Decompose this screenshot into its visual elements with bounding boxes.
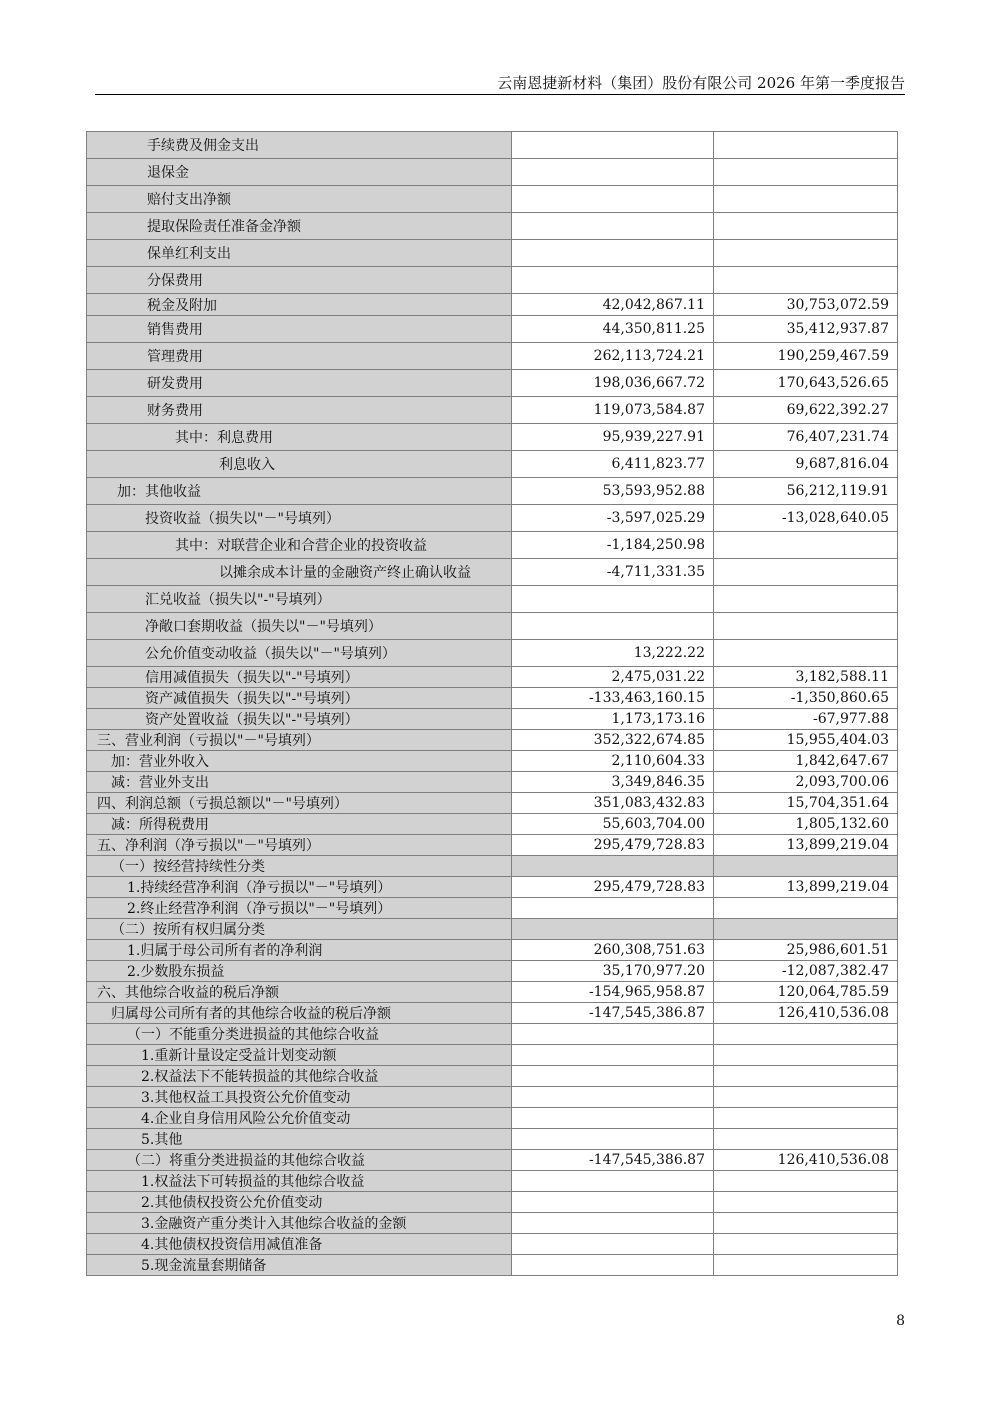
row-label: （一）按经营持续性分类: [87, 856, 512, 877]
table-row: [87, 919, 898, 940]
previous-period-value: 13,899,219.04: [714, 835, 898, 856]
row-label: 加：营业外收入: [87, 751, 512, 772]
previous-period-value: [714, 1066, 898, 1087]
table-row: [87, 793, 898, 814]
row-label: 五、净利润（净亏损以"－"号填列）: [87, 835, 512, 856]
table-row: [87, 982, 898, 1003]
row-label: 投资收益（损失以"－"号填列）: [87, 505, 512, 532]
row-label: 减：所得税费用: [87, 814, 512, 835]
previous-period-value: [714, 613, 898, 640]
previous-period-value: 30,753,072.59: [714, 294, 898, 316]
table-row: [87, 1213, 898, 1234]
row-label: 1.重新计量设定受益计划变动额: [87, 1045, 512, 1066]
row-label: 税金及附加: [87, 294, 512, 316]
row-label: 手续费及佣金支出: [87, 132, 512, 159]
current-period-value: [512, 132, 714, 159]
row-label: 1.持续经营净利润（净亏损以"－"号填列）: [87, 877, 512, 898]
current-period-value: 44,350,811.25: [512, 316, 714, 343]
current-period-value: 95,939,227.91: [512, 424, 714, 451]
current-period-value: [512, 1234, 714, 1255]
current-period-value: [512, 586, 714, 613]
current-period-value: [512, 1087, 714, 1108]
previous-period-value: -12,087,382.47: [714, 961, 898, 982]
previous-period-value: [714, 919, 898, 940]
previous-period-value: [714, 1129, 898, 1150]
previous-period-value: 1,842,647.67: [714, 751, 898, 772]
previous-period-value: 35,412,937.87: [714, 316, 898, 343]
table-row: [87, 667, 898, 688]
previous-period-value: -67,977.88: [714, 709, 898, 730]
row-label: 3.其他权益工具投资公允价值变动: [87, 1087, 512, 1108]
previous-period-value: 2,093,700.06: [714, 772, 898, 793]
previous-period-value: 126,410,536.08: [714, 1003, 898, 1024]
row-label: 净敞口套期收益（损失以"－"号填列）: [87, 613, 512, 640]
previous-period-value: [714, 1108, 898, 1129]
current-period-value: 2,475,031.22: [512, 667, 714, 688]
current-period-value: 2,110,604.33: [512, 751, 714, 772]
current-period-value: 119,073,584.87: [512, 397, 714, 424]
previous-period-value: 56,212,119.91: [714, 478, 898, 505]
previous-period-value: 69,622,392.27: [714, 397, 898, 424]
table-row: [87, 1171, 898, 1192]
table-row: [87, 1150, 898, 1171]
table-row: [87, 1129, 898, 1150]
previous-period-value: [714, 213, 898, 240]
previous-period-value: 1,805,132.60: [714, 814, 898, 835]
table-row: [87, 613, 898, 640]
row-label: （二）按所有权归属分类: [87, 919, 512, 940]
table-row: [87, 240, 898, 267]
table-row: [87, 532, 898, 559]
table-row: [87, 835, 898, 856]
row-label: 加：其他收益: [87, 478, 512, 505]
previous-period-value: [714, 1087, 898, 1108]
previous-period-value: [714, 532, 898, 559]
table-row: [87, 1066, 898, 1087]
table-row: [87, 940, 898, 961]
table-row: [87, 370, 898, 397]
current-period-value: [512, 267, 714, 294]
row-label: 5.现金流量套期储备: [87, 1255, 512, 1276]
row-label: 汇兑收益（损失以"-"号填列）: [87, 586, 512, 613]
report-title: 云南恩捷新材料（集团）股份有限公司 2026 年第一季度报告: [497, 74, 905, 92]
table-row: [87, 730, 898, 751]
table-row: [87, 397, 898, 424]
previous-period-value: 15,955,404.03: [714, 730, 898, 751]
current-period-value: 295,479,728.83: [512, 835, 714, 856]
current-period-value: [512, 898, 714, 919]
table-row: [87, 451, 898, 478]
row-label: 2.少数股东损益: [87, 961, 512, 982]
current-period-value: 13,222.22: [512, 640, 714, 667]
table-row: [87, 478, 898, 505]
previous-period-value: [714, 898, 898, 919]
row-label: 资产减值损失（损失以"-"号填列）: [87, 688, 512, 709]
table-row: [87, 1108, 898, 1129]
row-label: 保单红利支出: [87, 240, 512, 267]
current-period-value: [512, 919, 714, 940]
current-period-value: -3,597,025.29: [512, 505, 714, 532]
row-label: 5.其他: [87, 1129, 512, 1150]
current-period-value: [512, 240, 714, 267]
page-number: 8: [896, 1313, 905, 1329]
table-row: [87, 1024, 898, 1045]
previous-period-value: 25,986,601.51: [714, 940, 898, 961]
previous-period-value: [714, 159, 898, 186]
current-period-value: 6,411,823.77: [512, 451, 714, 478]
previous-period-value: 13,899,219.04: [714, 877, 898, 898]
previous-period-value: 3,182,588.11: [714, 667, 898, 688]
current-period-value: -4,711,331.35: [512, 559, 714, 586]
table-row: [87, 316, 898, 343]
current-period-value: -1,184,250.98: [512, 532, 714, 559]
page-header: [95, 66, 905, 95]
previous-period-value: 190,259,467.59: [714, 343, 898, 370]
table-row: [87, 640, 898, 667]
previous-period-value: [714, 1234, 898, 1255]
previous-period-value: [714, 1213, 898, 1234]
current-period-value: [512, 1024, 714, 1045]
table-row: [87, 213, 898, 240]
row-label: 其中：对联营企业和合营企业的投资收益: [87, 532, 512, 559]
table-row: [87, 424, 898, 451]
table-row: [87, 559, 898, 586]
table-row: [87, 877, 898, 898]
table-row: [87, 186, 898, 213]
current-period-value: 295,479,728.83: [512, 877, 714, 898]
row-label: 销售费用: [87, 316, 512, 343]
table-row: [87, 1234, 898, 1255]
previous-period-value: [714, 186, 898, 213]
previous-period-value: 9,687,816.04: [714, 451, 898, 478]
previous-period-value: [714, 132, 898, 159]
row-label: 2.权益法下不能转损益的其他综合收益: [87, 1066, 512, 1087]
row-label: 利息收入: [87, 451, 512, 478]
row-label: 资产处置收益（损失以"-"号填列）: [87, 709, 512, 730]
current-period-value: [512, 856, 714, 877]
row-label: 归属母公司所有者的其他综合收益的税后净额: [87, 1003, 512, 1024]
previous-period-value: [714, 240, 898, 267]
table-row: [87, 898, 898, 919]
income-statement-table: [86, 131, 898, 1276]
table-row: [87, 343, 898, 370]
current-period-value: 1,173,173.16: [512, 709, 714, 730]
current-period-value: [512, 1192, 714, 1213]
previous-period-value: [714, 267, 898, 294]
current-period-value: -147,545,386.87: [512, 1003, 714, 1024]
row-label: 减：营业外支出: [87, 772, 512, 793]
row-label: 3.金融资产重分类计入其他综合收益的金额: [87, 1213, 512, 1234]
row-label: 信用减值损失（损失以"-"号填列）: [87, 667, 512, 688]
current-period-value: 55,603,704.00: [512, 814, 714, 835]
current-period-value: 352,322,674.85: [512, 730, 714, 751]
row-label: 财务费用: [87, 397, 512, 424]
table-row: [87, 751, 898, 772]
table-row: [87, 1087, 898, 1108]
row-label: 公允价值变动收益（损失以"－"号填列）: [87, 640, 512, 667]
previous-period-value: [714, 1024, 898, 1045]
table-row: [87, 856, 898, 877]
row-label: 2.终止经营净利润（净亏损以"－"号填列）: [87, 898, 512, 919]
previous-period-value: 170,643,526.65: [714, 370, 898, 397]
previous-period-value: -13,028,640.05: [714, 505, 898, 532]
row-label: 四、利润总额（亏损总额以"－"号填列）: [87, 793, 512, 814]
table-row: [87, 1192, 898, 1213]
row-label: 提取保险责任准备金净额: [87, 213, 512, 240]
table-row: [87, 586, 898, 613]
previous-period-value: [714, 1045, 898, 1066]
current-period-value: 35,170,977.20: [512, 961, 714, 982]
current-period-value: 262,113,724.21: [512, 343, 714, 370]
row-label: 其中：利息费用: [87, 424, 512, 451]
previous-period-value: [714, 1192, 898, 1213]
row-label: （二）将重分类进损益的其他综合收益: [87, 1150, 512, 1171]
current-period-value: [512, 159, 714, 186]
table-row: [87, 709, 898, 730]
current-period-value: 42,042,867.11: [512, 294, 714, 316]
row-label: 4.企业自身信用风险公允价值变动: [87, 1108, 512, 1129]
row-label: 赔付支出净额: [87, 186, 512, 213]
table-row: [87, 1003, 898, 1024]
row-label: 4.其他债权投资信用减值准备: [87, 1234, 512, 1255]
current-period-value: 198,036,667.72: [512, 370, 714, 397]
table-row: [87, 159, 898, 186]
current-period-value: [512, 1213, 714, 1234]
table-row: [87, 961, 898, 982]
previous-period-value: 15,704,351.64: [714, 793, 898, 814]
previous-period-value: -1,350,860.65: [714, 688, 898, 709]
previous-period-value: [714, 856, 898, 877]
row-label: 以摊余成本计量的金融资产终止确认收益: [87, 559, 512, 586]
current-period-value: [512, 1171, 714, 1192]
table-row: [87, 1255, 898, 1276]
previous-period-value: [714, 640, 898, 667]
row-label: 1.权益法下可转损益的其他综合收益: [87, 1171, 512, 1192]
current-period-value: [512, 186, 714, 213]
table-row: [87, 772, 898, 793]
previous-period-value: 126,410,536.08: [714, 1150, 898, 1171]
row-label: 2.其他债权投资公允价值变动: [87, 1192, 512, 1213]
current-period-value: -147,545,386.87: [512, 1150, 714, 1171]
current-period-value: -133,463,160.15: [512, 688, 714, 709]
row-label: （一）不能重分类进损益的其他综合收益: [87, 1024, 512, 1045]
current-period-value: 351,083,432.83: [512, 793, 714, 814]
previous-period-value: [714, 1255, 898, 1276]
table-row: [87, 505, 898, 532]
current-period-value: [512, 1255, 714, 1276]
table-row: [87, 132, 898, 159]
current-period-value: [512, 213, 714, 240]
table-row: [87, 1045, 898, 1066]
row-label: 1.归属于母公司所有者的净利润: [87, 940, 512, 961]
previous-period-value: 120,064,785.59: [714, 982, 898, 1003]
current-period-value: 53,593,952.88: [512, 478, 714, 505]
previous-period-value: [714, 586, 898, 613]
previous-period-value: [714, 559, 898, 586]
row-label: 退保金: [87, 159, 512, 186]
row-label: 管理费用: [87, 343, 512, 370]
current-period-value: [512, 1108, 714, 1129]
row-label: 三、营业利润（亏损以"－"号填列）: [87, 730, 512, 751]
table-row: [87, 814, 898, 835]
previous-period-value: [714, 1171, 898, 1192]
previous-period-value: 76,407,231.74: [714, 424, 898, 451]
current-period-value: 260,308,751.63: [512, 940, 714, 961]
current-period-value: 3,349,846.35: [512, 772, 714, 793]
row-label: 研发费用: [87, 370, 512, 397]
table-row: [87, 688, 898, 709]
current-period-value: [512, 613, 714, 640]
row-label: 六、其他综合收益的税后净额: [87, 982, 512, 1003]
current-period-value: -154,965,958.87: [512, 982, 714, 1003]
row-label: 分保费用: [87, 267, 512, 294]
table-row: [87, 267, 898, 294]
current-period-value: [512, 1129, 714, 1150]
current-period-value: [512, 1066, 714, 1087]
current-period-value: [512, 1045, 714, 1066]
table-row: [87, 294, 898, 316]
